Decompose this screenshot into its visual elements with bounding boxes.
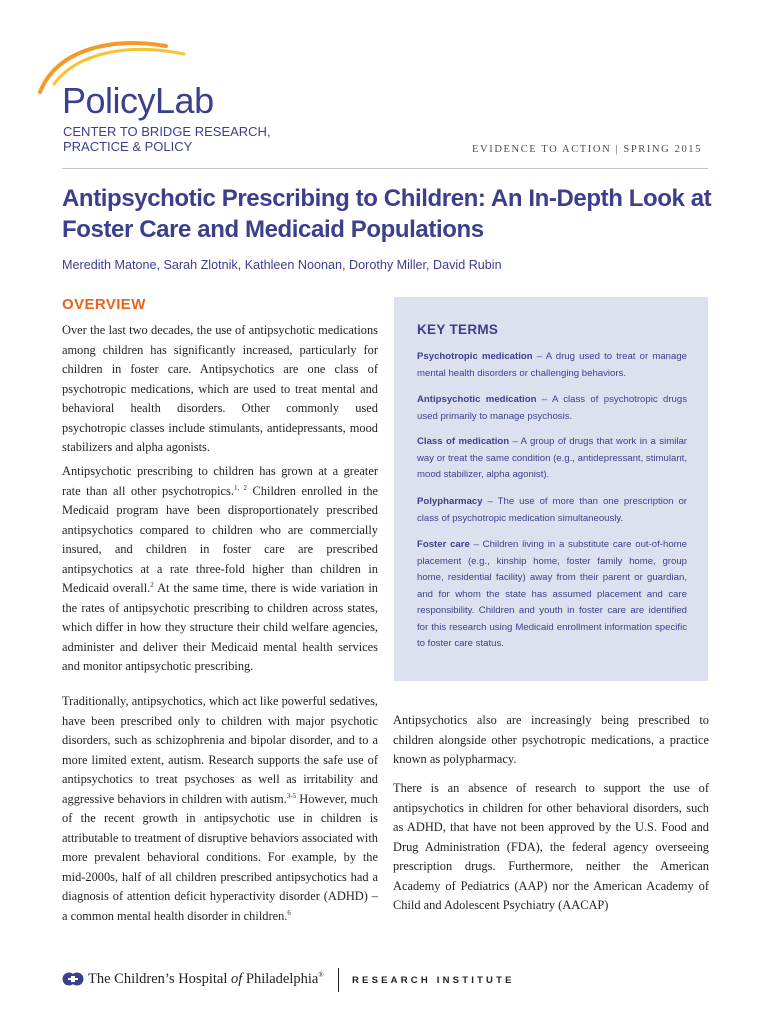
overview-paragraph-1: Over the last two decades, the use of antipsychotic medications among children has significantly increased, particularly for children in foster care. Antipsychotics are one class of psychotropic medications, which are used to treat mental and behavioral health disorders. Other commonly used psychotropic classes include stimulants, antidepressants, mood stabilizers and alpha agonists.: [62, 323, 378, 454]
citation: 2: [150, 580, 154, 589]
term-label: Psychotropic medication: [417, 351, 533, 362]
footer-divider: [338, 968, 339, 992]
chop-logo-icon: [62, 971, 84, 987]
policylab-tagline: [63, 124, 271, 154]
key-term-antipsychotic-medication: [417, 392, 687, 425]
term-definition: – A drug used to treat or manage mental health disorders or challenging behaviors.: [417, 351, 687, 379]
key-term-foster-care: [417, 537, 687, 653]
term-definition: – A class of psychotropic drugs used primarily to manage psychosis.: [417, 394, 687, 422]
overview-paragraph-5: There is an absence of research to support the use of antipsychotics in children for other behavioral disorders, such as ADHD, that have not been approved by the U.S. Food and Drug Administration (FDA), the federal agency overseeing prescription drugs. Furthermore, neither the American Academy of Pediatrics (AAP) nor the American Academy of Child and Adolescent Psychiatry (AACAP): [393, 781, 709, 912]
overview-paragraph-2: Antipsychotic prescribing to children has grown at a greater rate than all other psychotropics.$^{1, 2}$ Children enrolled in the Medicaid program have been disproportionately prescribed antipsychotics compared to children who are commercially insured, and children in foster care are prescribed antipsychotics at a rate three-fold higher than children in Medicaid overall.$^2$ At the same time, there is wide variation in the rates of antipsychotic prescribing to children across states, which differ in how they structure their child welfare agencies, administer and deliver their Medicaid mental health services and monitor antipsychotic prescribing.: [62, 464, 379, 673]
term-label: Polypharmacy: [417, 496, 483, 507]
title-line-1: Antipsychotic Prescribing to Children: An In-Depth Look at: [62, 185, 712, 212]
policylab-wordmark: PolicyLab: [62, 80, 214, 121]
key-term-psychotropic-medication: [417, 349, 687, 382]
term-label: Foster care: [417, 539, 470, 550]
research-institute-label: RESEARCH INSTITUTE: [352, 975, 515, 986]
key-term-polypharmacy: [417, 494, 687, 527]
hospital-name: The Children’s Hospital of Philadelphia®: [88, 971, 324, 987]
overview-paragraph-3: Traditionally, antipsychotics, which act like powerful sedatives, have been prescribed only to children with major psychotic disorders, such as schizophrenia and bipolar disorder, and to a more limited extent, autism. Research supports the safe use of antipsychotics to treat psychoses as well as irritability and aggressive behaviors in children with autism.$^{3-5}$ However, much of the recent growth in antipsychotic use in children is attributable to treatment of disruptive behaviors associated with more prevalent behavioral conditions. For example, by the mid-2000s, half of all children prescribed antipsychotics had a diagnosis of attention deficit hyperactivity disorder (ADHD) – a common mental health disorder in children.$^6$: [62, 694, 378, 923]
citation: 6: [287, 908, 291, 917]
title-line-2: Foster Care and Medicaid Populations: [62, 216, 484, 243]
header-divider: [62, 168, 708, 169]
key-terms-heading: KEY TERMS: [417, 322, 499, 337]
citation: 1, 2: [233, 483, 247, 492]
term-label: Class of medication: [417, 436, 510, 447]
tagline-line-1: CENTER TO BRIDGE RESEARCH,: [63, 124, 271, 139]
overview-heading: OVERVIEW: [62, 296, 146, 313]
tagline-line-2: PRACTICE & POLICY: [63, 139, 193, 154]
overview-paragraph-4: Antipsychotics also are increasingly being prescribed to children alongside other psychotropic medications, a practice known as polypharmacy.: [393, 713, 709, 766]
author-list: Meredith Matone, Sarah Zlotnik, Kathleen Noonan, Dorothy Miller, David Rubin: [62, 258, 502, 272]
page-title: [62, 183, 722, 245]
citation: 3-5: [286, 791, 297, 800]
term-label: Antipsychotic medication: [417, 394, 537, 405]
term-definition: – A group of drugs that work in a similar way or treat the same condition (e.g., antidepressant, stimulant, mood stabilizer, alpha agonist).: [417, 436, 687, 480]
term-definition: – The use of more than one prescription or class of psychotropic medication simultaneously.: [417, 496, 687, 524]
key-term-class-of-medication: [417, 434, 687, 484]
series-label: EVIDENCE TO ACTION | SPRING 2015: [472, 144, 702, 155]
term-definition: – Children living in a substitute care out-of-home placement (e.g., kinship home, foster family home, group home, residential facility) away from their parent or guardian, and for whom the state has assumed placement and care responsibility. Children and youth in foster care are identified for this research using Medicaid enrollment information specific to foster care status.: [417, 539, 687, 649]
